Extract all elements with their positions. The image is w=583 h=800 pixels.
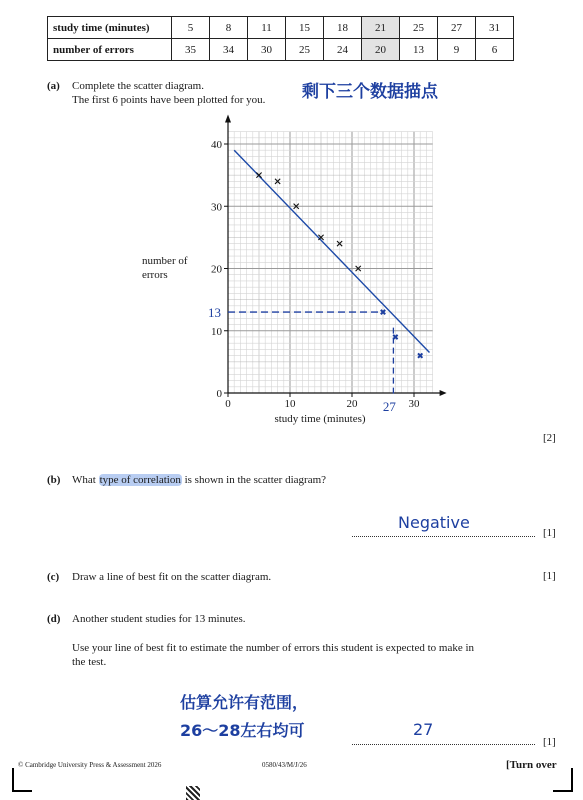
annotation-27: 27 [382, 399, 396, 414]
y-axis-label-line2: errors [142, 269, 168, 281]
part-b-text-after: is shown in the scatter diagram? [181, 474, 327, 486]
crop-mark-left [12, 768, 32, 792]
part-a-letter: (a) [47, 80, 60, 92]
handwritten-note-plot: 剩下三个数据描点 [302, 82, 438, 102]
y-tick-label: 0 [216, 388, 222, 400]
y-tick-label: 30 [211, 201, 222, 214]
x-tick-label: 20 [346, 398, 358, 410]
table-cell: 34 [210, 39, 248, 61]
x-axis-arrow-icon [440, 390, 447, 396]
part-a-line2: The first 6 points have been plotted for you. [72, 94, 266, 106]
table-cell: 15 [286, 17, 324, 39]
table-cell: 27 [438, 17, 476, 39]
turn-over: [Turn over [506, 759, 557, 771]
table-cell: 25 [286, 39, 324, 61]
handwritten-note-range-2: 26～28左右均可 [180, 721, 305, 740]
table-cell: 20 [362, 39, 400, 61]
x-tick-label: 0 [225, 398, 231, 410]
y-tick-label: 10 [211, 325, 222, 338]
best-fit-line [234, 150, 429, 352]
table-cell: 35 [172, 39, 210, 61]
table-cell: 13 [400, 39, 438, 61]
barcode-icon [186, 786, 200, 800]
y-tick-label: 40 [211, 139, 222, 151]
part-c-letter: (c) [47, 571, 60, 583]
handwritten-note-range-1: 估算允许有范围， [180, 693, 309, 712]
answer-line-b [352, 536, 535, 537]
part-a-line1: Complete the scatter diagram. [72, 80, 204, 92]
table-cell: 9 [438, 39, 476, 61]
table-row [48, 39, 514, 61]
part-a-marks: [2] [543, 432, 556, 444]
part-c-marks: [1] [543, 570, 556, 582]
row-label-errors: number of errors [48, 39, 172, 61]
table-cell: 25 [400, 17, 438, 39]
x-tick-label: 10 [284, 398, 296, 410]
table-cell: 21 [362, 17, 400, 39]
crop-mark-right [553, 768, 573, 792]
y-axis-label-line1: number of [142, 255, 188, 267]
table-cell: 24 [324, 39, 362, 61]
y-axis-arrow-icon [225, 115, 231, 123]
scatter-diagram [0, 110, 583, 430]
table-cell: 8 [210, 17, 248, 39]
part-b-text-before: What [72, 474, 99, 486]
answer-27: 27 [413, 720, 434, 739]
part-d-text2: Use your line of best fit to estimate the number of errors this student is expected to make in [72, 642, 475, 654]
table-cell: 31 [476, 17, 514, 39]
part-d-letter: (d) [47, 613, 61, 625]
part-b-question [72, 473, 326, 487]
annotation-13: 13 [208, 305, 221, 321]
answer-negative: Negative [398, 513, 470, 532]
best-fit-line-segment [234, 150, 429, 352]
part-c-text: Draw a line of best fit on the scatter diagram. [72, 571, 272, 583]
row-label-study-time: study time (minutes) [48, 17, 172, 39]
x-axis-label: study time (minutes) [274, 413, 366, 425]
y-tick-label: 20 [211, 263, 222, 276]
part-d-text3: the test. [72, 656, 107, 668]
table-cell: 11 [248, 17, 286, 39]
part-d-text1: Another student studies for 13 minutes. [72, 613, 246, 625]
chart-grid [228, 132, 433, 393]
footer-code: 0580/43/M/J/26 [262, 761, 307, 769]
x-tick-label: 30 [408, 398, 420, 410]
highlighted-phrase: type of correlation [99, 474, 181, 486]
part-d-marks: [1] [543, 736, 556, 748]
table-cell: 5 [172, 17, 210, 39]
table-cell: 6 [476, 39, 514, 61]
footer-copyright: © Cambridge University Press & Assessment 2026 [18, 761, 162, 769]
table-cell: 18 [324, 17, 362, 39]
data-table [47, 16, 514, 61]
part-b-letter: (b) [47, 474, 61, 486]
part-b-marks: [1] [543, 527, 556, 539]
answer-line-d [352, 744, 535, 745]
table-row [48, 17, 514, 39]
table-cell: 30 [248, 39, 286, 61]
